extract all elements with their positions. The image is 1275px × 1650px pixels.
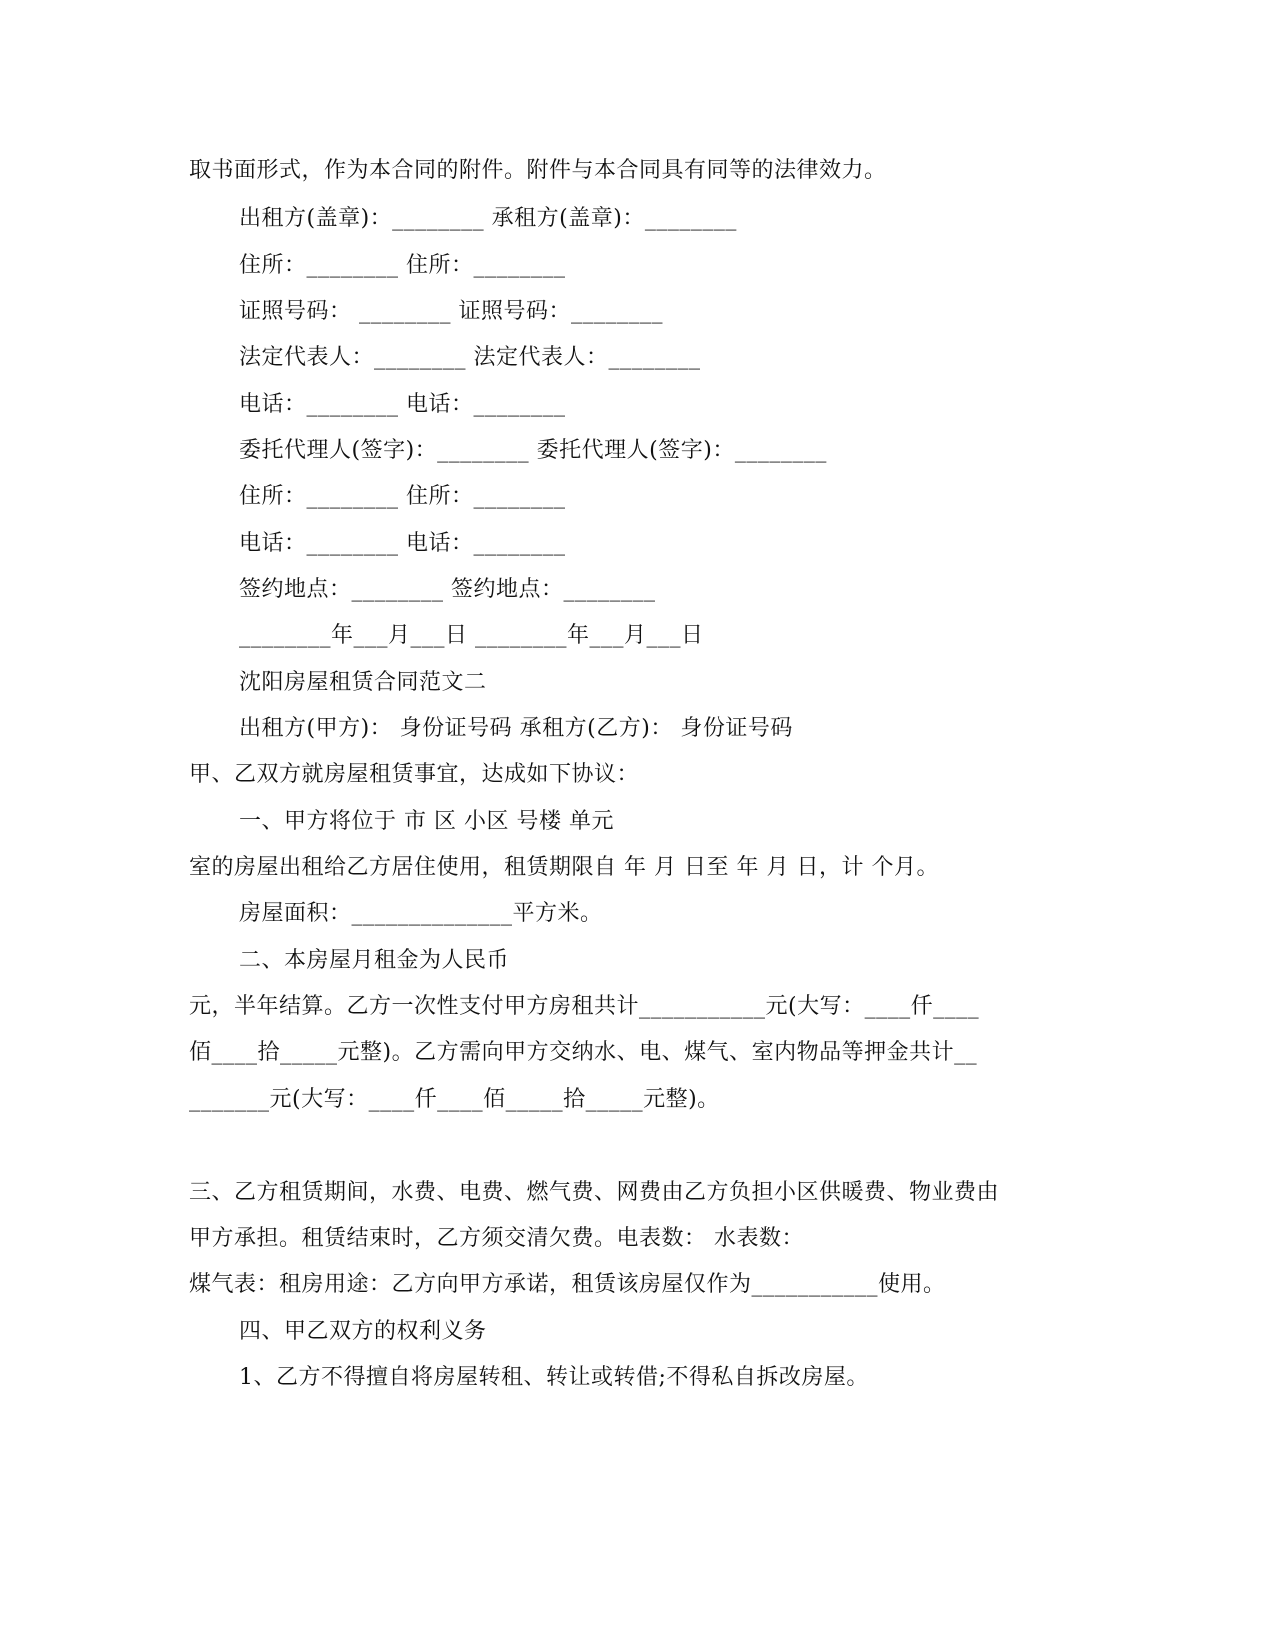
section-title: 沈阳房屋租赁合同范文二 [239,670,487,695]
clause-four-item-one: 1、乙方不得擅自将房屋转租、转让或转借;不得私自拆改房屋。 [239,1365,869,1390]
signature-field-phone: 电话：________ 电话：________ [239,392,566,417]
signature-field-address: 住所：________ 住所：________ [239,253,566,278]
clause-two-deposit: 佰____拾_____元整)。乙方需向甲方交纳水、电、煤气、室内物品等押金共计__ [189,1040,978,1065]
parties-line: 出租方(甲方)： 身份证号码 承租方(乙方)： 身份证号码 [239,716,793,741]
signature-field-address-2: 住所：________ 住所：________ [239,484,566,509]
clause-four-title: 四、甲乙双方的权利义务 [239,1319,487,1344]
clause-three-usage: 煤气表：租房用途：乙方向甲方承诺，租赁该房屋仅作为___________使用。 [189,1272,946,1297]
clause-three-continued: 甲方承担。租赁结束时，乙方须交清欠费。电表数： 水表数： [189,1226,804,1251]
clause-one-continued: 室的房屋出租给乙方居住使用，租赁期限自 年 月 日至 年 月 日，计 个月。 [189,855,939,880]
signature-field-place: 签约地点：________ 签约地点：________ [239,577,656,602]
signature-field-legal-rep: 法定代表人：________ 法定代表人：________ [239,345,701,370]
area-line: 房屋面积：______________平方米。 [239,901,603,926]
signature-field-license: 证照号码： ________ 证照号码：________ [239,299,663,324]
clause-two-deposit-continued: _______元(大写：____仟____佰_____拾_____元整)。 [189,1087,720,1112]
clause-two: 二、本房屋月租金为人民币 [239,948,510,973]
clause-three: 三、乙方租赁期间，水费、电费、燃气费、网费由乙方负担小区供暖费、物业费由 [189,1180,1000,1205]
signature-field-seal: 出租方(盖章)：________ 承租方(盖章)：________ [239,206,737,231]
contract-text-line: 取书面形式，作为本合同的附件。附件与本合同具有同等的法律效力。 [189,158,887,183]
agreement-intro: 甲、乙双方就房屋租赁事宜，达成如下协议： [189,762,640,787]
signature-field-date: ________年___月___日 ________年___月___日 [239,623,704,648]
clause-two-rent: 元，半年结算。乙方一次性支付甲方房租共计___________元(大写：____仟____ [189,994,980,1019]
clause-one: 一、甲方将位于 市 区 小区 号楼 单元 [239,809,614,834]
signature-field-phone-2: 电话：________ 电话：________ [239,531,566,556]
signature-field-agent: 委托代理人(签字)：________ 委托代理人(签字)：________ [239,438,827,463]
